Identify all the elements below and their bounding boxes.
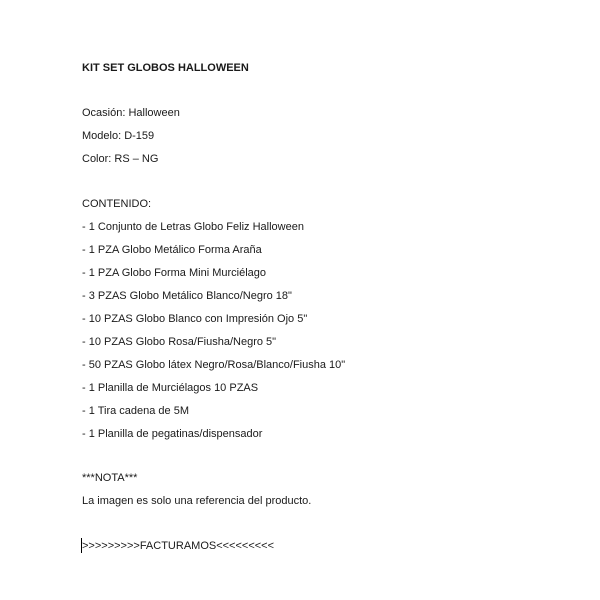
contents-item: - 10 PZAS Globo Rosa/Fiusha/Negro 5": [82, 336, 277, 348]
occasion-line: Ocasión: Halloween: [82, 107, 180, 119]
contents-item: - 50 PZAS Globo látex Negro/Rosa/Blanco/Fiusha 10": [82, 359, 346, 371]
contents-item: - 1 PZA Globo Metálico Forma Araña: [82, 244, 262, 256]
contents-item: - 1 Planilla de pegatinas/dispensador: [82, 428, 263, 440]
document-title: KIT SET GLOBOS HALLOWEEN: [82, 62, 249, 74]
color-line: Color: RS – NG: [82, 153, 159, 165]
contents-item: - 1 Tira cadena de 5M: [82, 405, 190, 417]
footer-line[interactable]: >>>>>>>>>FACTURAMOS<<<<<<<<<: [82, 540, 275, 552]
contents-item: - 1 Conjunto de Letras Globo Feliz Halloween: [82, 221, 304, 233]
contents-item: - 3 PZAS Globo Metálico Blanco/Negro 18": [82, 290, 292, 302]
note-heading: ***NOTA***: [82, 472, 138, 484]
contents-item: - 1 PZA Globo Forma Mini Murciélago: [82, 267, 267, 279]
model-line: Modelo: D-159: [82, 130, 155, 142]
contents-item: - 1 Planilla de Murciélagos 10 PZAS: [82, 382, 259, 394]
document-body: [82, 0, 582, 600]
contents-heading: CONTENIDO:: [82, 198, 152, 210]
contents-item: - 10 PZAS Globo Blanco con Impresión Ojo 5": [82, 313, 308, 325]
note-text: La imagen es solo una referencia del producto.: [82, 495, 312, 507]
